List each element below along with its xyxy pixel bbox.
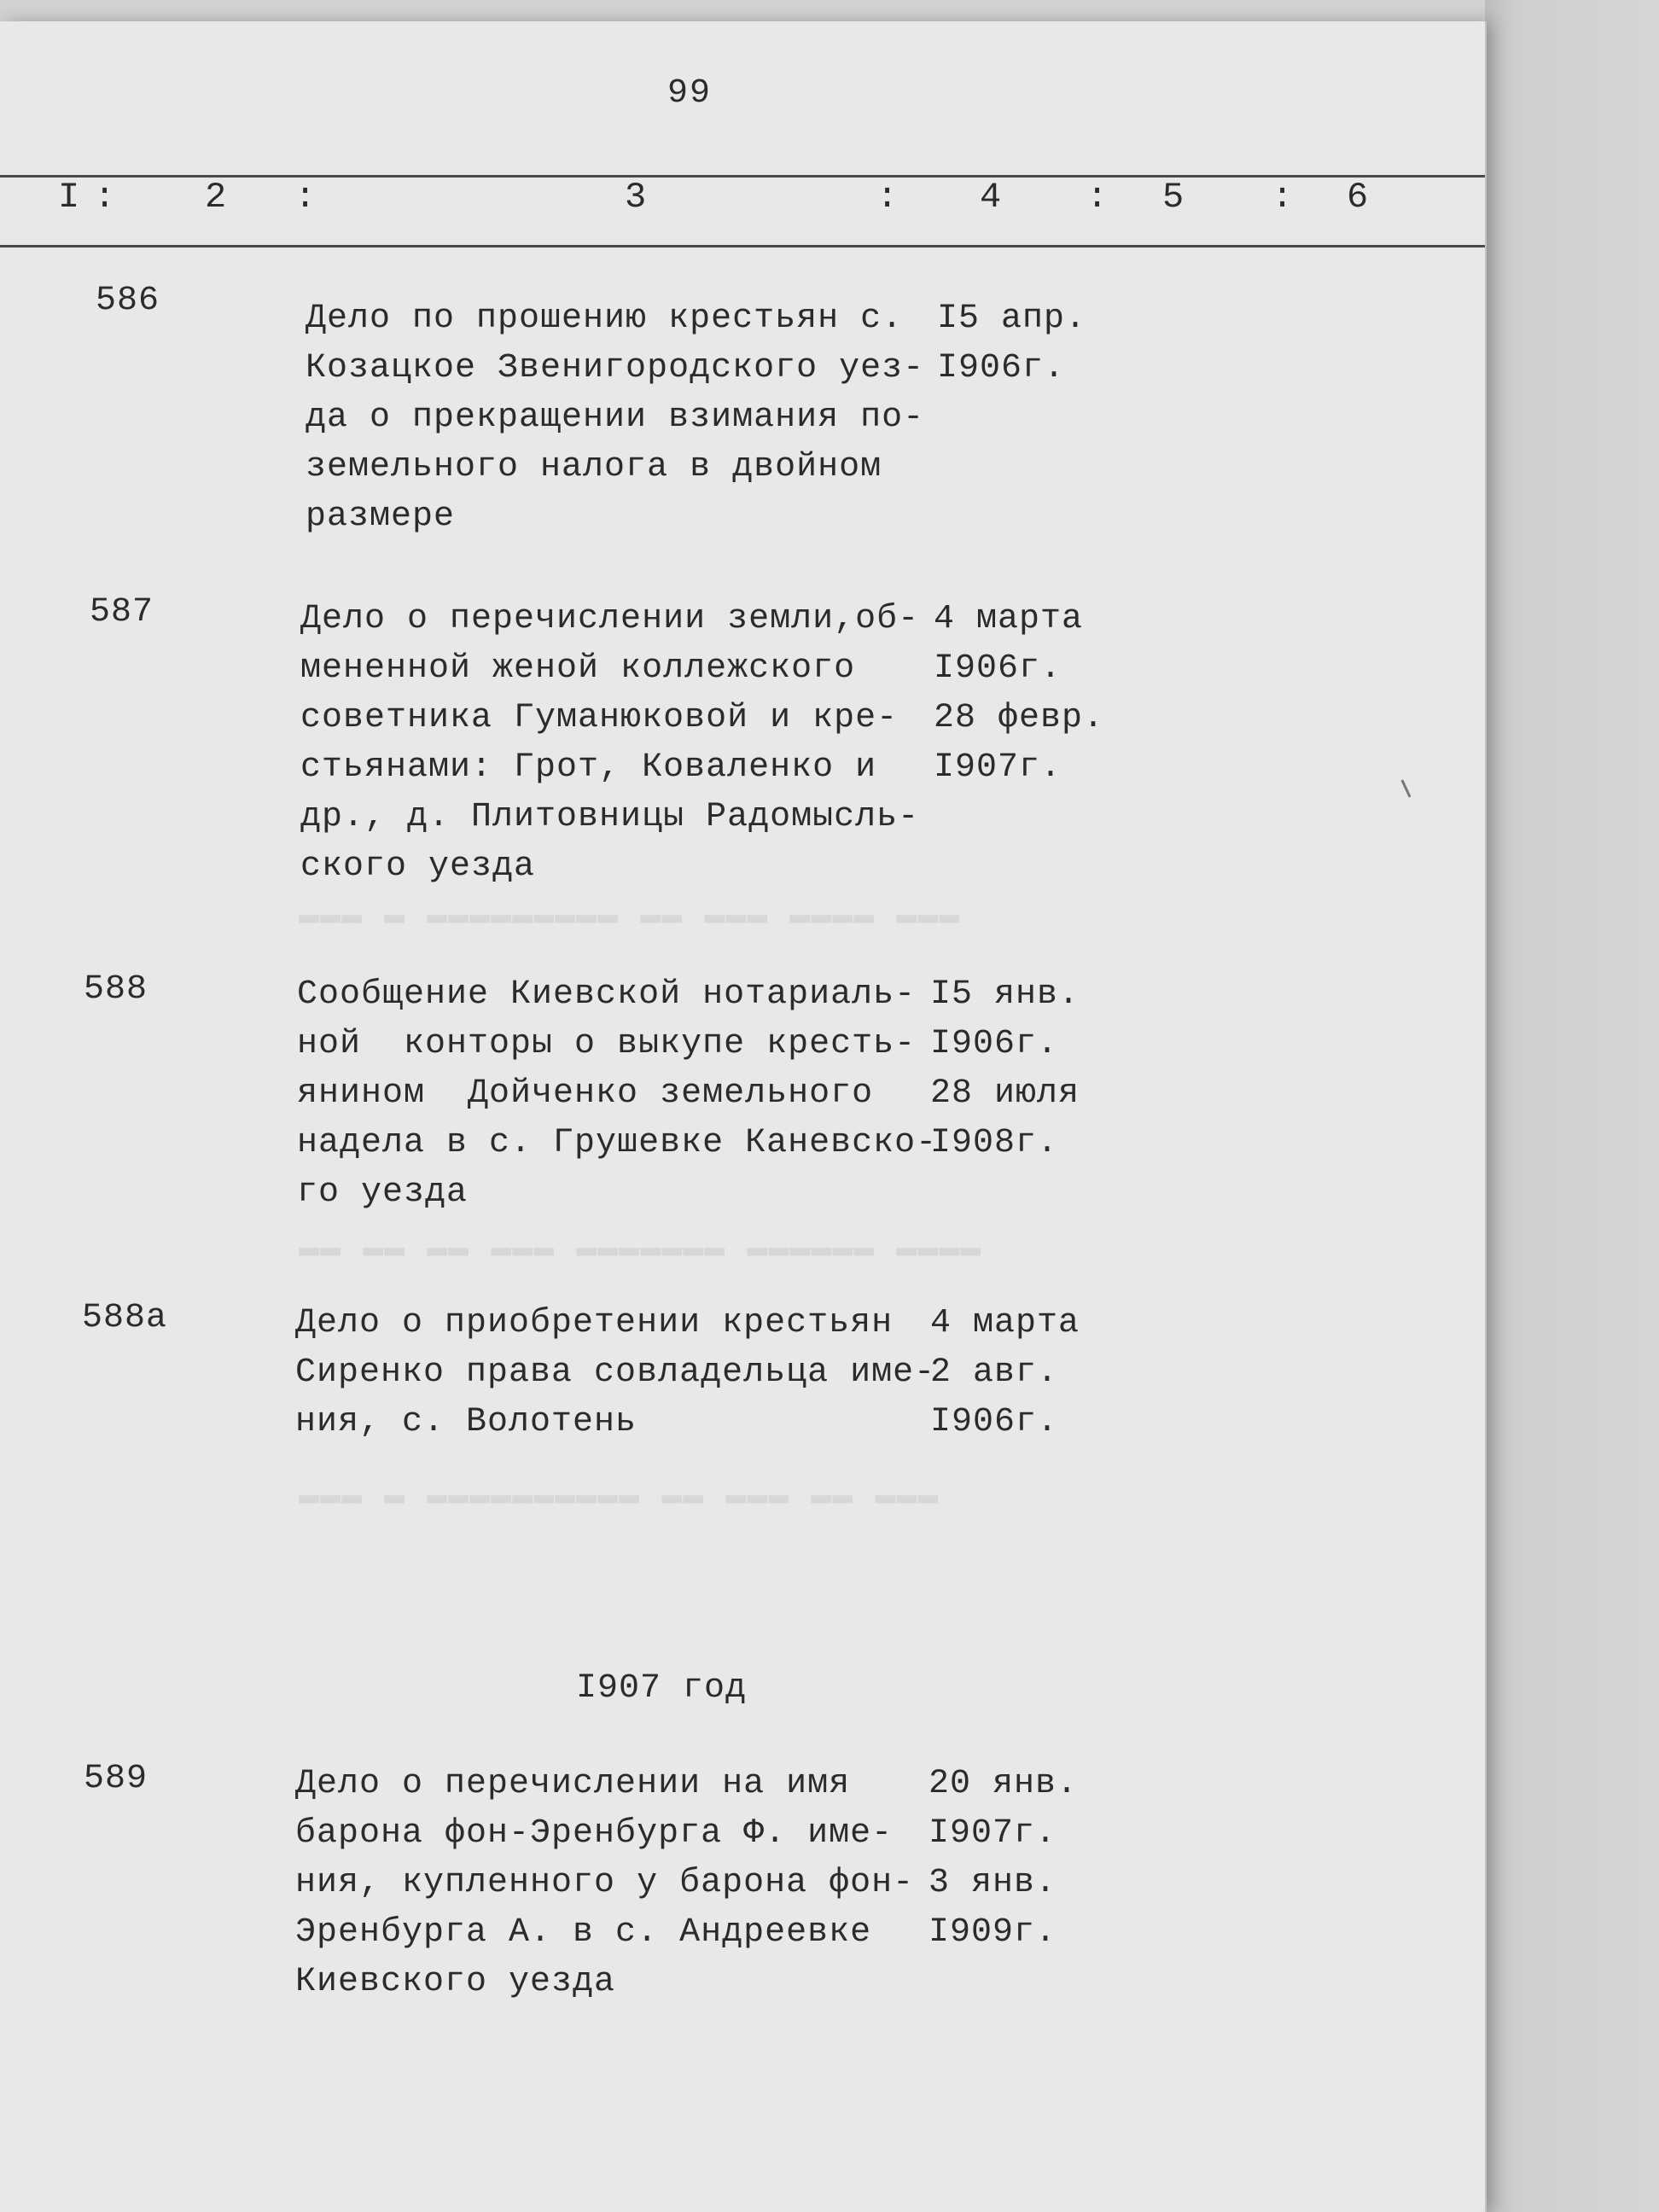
- column-header-2: 2: [205, 177, 227, 218]
- description-line: да о прекращении взимания по-: [306, 399, 925, 437]
- show-through-text: ▬▬▬ ▬ ▬▬▬▬▬▬▬▬▬▬ ▬▬ ▬▬▬ ▬▬ ▬▬▬: [299, 1477, 940, 1516]
- entry-dates: [928, 1760, 1078, 1958]
- date-line: 20 янв.: [928, 1765, 1079, 1803]
- background-edge: [1485, 0, 1659, 2212]
- column-header-1: I: [58, 177, 80, 218]
- description-line: земельного налога в двойном: [306, 448, 882, 486]
- entry-description: [306, 294, 924, 542]
- date-line: 4 марта: [934, 600, 1084, 638]
- entry-description: [295, 1299, 935, 1447]
- column-separator: :: [1086, 177, 1109, 218]
- description-line: ния, купленного у барона фон-: [295, 1864, 915, 1902]
- year-heading: I907 год: [576, 1669, 748, 1708]
- description-line: стьянами: Грот, Коваленко и: [300, 748, 877, 787]
- description-line: Дело о перечислении земли,об-: [300, 600, 920, 638]
- entry-description: [300, 595, 919, 892]
- entry-description: [297, 970, 937, 1218]
- date-line: 4 марта: [930, 1304, 1080, 1342]
- entry-number: 588а: [82, 1299, 168, 1337]
- date-line: I909г.: [928, 1913, 1057, 1952]
- column-separator: :: [94, 177, 116, 218]
- description-line: Дело о приобретении крестьян: [295, 1304, 894, 1342]
- entry-dates: [934, 595, 1104, 793]
- column-header-4: 4: [980, 177, 1002, 218]
- entry-description: [295, 1760, 914, 2007]
- description-line: го уезда: [297, 1173, 469, 1212]
- entry-dates: [937, 294, 1086, 393]
- description-line: Сообщение Киевской нотариаль-: [297, 975, 917, 1014]
- description-line: барона фон-Эренбурга Ф. име-: [295, 1814, 894, 1853]
- date-line: I5 апр.: [937, 300, 1087, 338]
- description-line: мененной женой коллежского: [300, 649, 856, 688]
- date-line: I908г.: [930, 1124, 1059, 1162]
- date-line: 2 авг.: [930, 1353, 1059, 1392]
- pencil-mark: [1400, 779, 1411, 797]
- date-line: I906г.: [937, 349, 1066, 387]
- date-line: I906г.: [930, 1025, 1059, 1063]
- document-page: [0, 21, 1485, 2212]
- date-line: I906г.: [934, 649, 1062, 688]
- date-line: 3 янв.: [928, 1864, 1057, 1902]
- description-line: ского уезда: [300, 847, 536, 886]
- date-line: 28 февр.: [934, 699, 1105, 737]
- column-separator: :: [1272, 177, 1294, 218]
- show-through-text: ▬▬ ▬▬ ▬▬ ▬▬▬ ▬▬▬▬▬▬▬ ▬▬▬▬▬▬ ▬▬▬▬: [299, 1230, 982, 1268]
- page-number: 99: [667, 74, 713, 113]
- description-line: Дело по прошению крестьян с.: [306, 300, 904, 338]
- show-through-text: ▬▬▬ ▬ ▬▬▬▬▬▬▬▬▬ ▬▬ ▬▬▬ ▬▬▬▬ ▬▬▬: [299, 897, 961, 935]
- description-line: Дело о перечислении на имя: [295, 1765, 851, 1803]
- date-line: I5 янв.: [930, 975, 1080, 1014]
- date-line: 28 июля: [930, 1074, 1080, 1113]
- description-line: советника Гуманюковой и кре-: [300, 699, 899, 737]
- description-line: Эренбурга А. в с. Андреевке: [295, 1913, 872, 1952]
- description-line: ния, с. Волотень: [295, 1403, 637, 1441]
- date-line: I907г.: [934, 748, 1062, 787]
- description-line: ной конторы о выкупе кресть-: [297, 1025, 917, 1063]
- description-line: размере: [306, 498, 456, 536]
- entry-number: 588: [84, 970, 148, 1009]
- description-line: надела в с. Грушевке Каневско-: [297, 1124, 938, 1162]
- entry-number: 589: [84, 1760, 148, 1798]
- column-header-3: 3: [625, 177, 647, 218]
- entry-number: 587: [90, 593, 154, 632]
- description-line: янином Дойченко земельного: [297, 1074, 874, 1113]
- description-line: Сиренко права совладельца име-: [295, 1353, 936, 1392]
- date-line: I907г.: [928, 1814, 1057, 1853]
- column-header-6: 6: [1347, 177, 1369, 218]
- entry-number: 586: [96, 282, 160, 320]
- header-rule-bottom: [0, 245, 1485, 247]
- column-header-5: 5: [1162, 177, 1185, 218]
- description-line: Киевского уезда: [295, 1963, 616, 2001]
- date-line: I906г.: [930, 1403, 1059, 1441]
- description-line: др., д. Плитовницы Радомысль-: [300, 798, 920, 836]
- column-separator: :: [876, 177, 899, 218]
- column-separator: :: [294, 177, 317, 218]
- entry-dates: [930, 1299, 1080, 1447]
- description-line: Козацкое Звенигородского уез-: [306, 349, 925, 387]
- entry-dates: [930, 970, 1080, 1168]
